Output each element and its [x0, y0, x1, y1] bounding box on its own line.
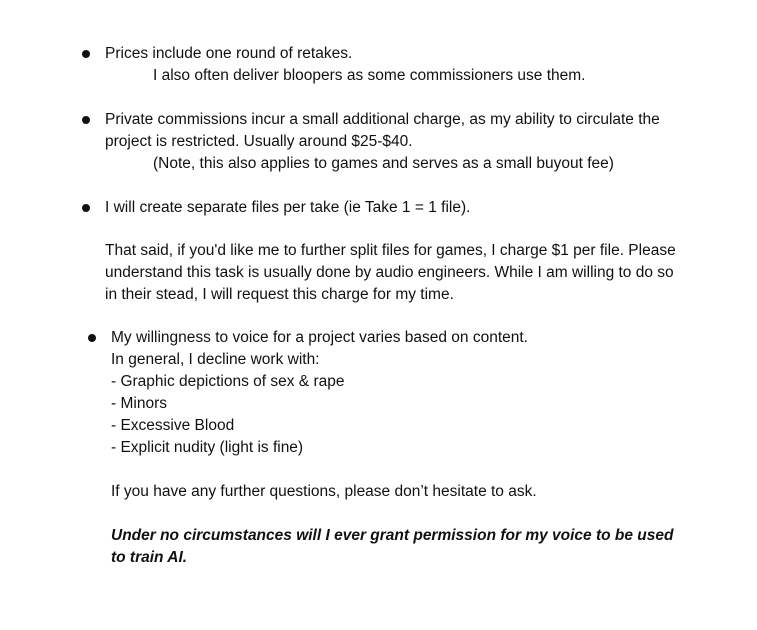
split-files-line-3: in their stead, I will request this charge for my time. — [105, 286, 454, 303]
private-commission-line-2: project is restricted. Usually around $25-$40. — [105, 133, 413, 150]
bullet-icon — [88, 334, 96, 342]
private-commission-line-1: Private commissions incur a small additional charge, as my ability to circulate the — [105, 111, 660, 128]
ai-policy-line-2: to train AI. — [111, 549, 188, 566]
questions-text: If you have any further questions, please don’t hesitate to ask. — [111, 483, 537, 500]
bullet-icon — [82, 116, 90, 124]
split-files-line-2: understand this task is usually done by audio engineers. While I am willing to do so — [105, 264, 674, 281]
separate-files-text: I will create separate files per take (ie Take 1 = 1 file). — [105, 199, 471, 216]
bloopers-note: I also often deliver bloopers as some commissioners use them. — [153, 67, 586, 84]
bullet-icon — [82, 204, 90, 212]
decline-item: - Excessive Blood — [111, 417, 235, 434]
decline-item: - Explicit nudity (light is fine) — [111, 439, 304, 456]
ai-policy-line-1: Under no circumstances will I ever grant permission for my voice to be used — [111, 527, 674, 544]
split-files-line-1: That said, if you'd like me to further split files for games, I charge $1 per file. Please — [105, 242, 676, 259]
bullet-icon — [82, 50, 90, 58]
decline-item: - Minors — [111, 395, 167, 412]
buyout-note: (Note, this also applies to games and serves as a small buyout fee) — [153, 155, 614, 172]
retakes-text: Prices include one round of retakes. — [105, 45, 353, 62]
decline-intro: In general, I decline work with: — [111, 351, 320, 368]
decline-item: - Graphic depictions of sex & rape — [111, 373, 345, 390]
willingness-text: My willingness to voice for a project varies based on content. — [111, 329, 528, 346]
